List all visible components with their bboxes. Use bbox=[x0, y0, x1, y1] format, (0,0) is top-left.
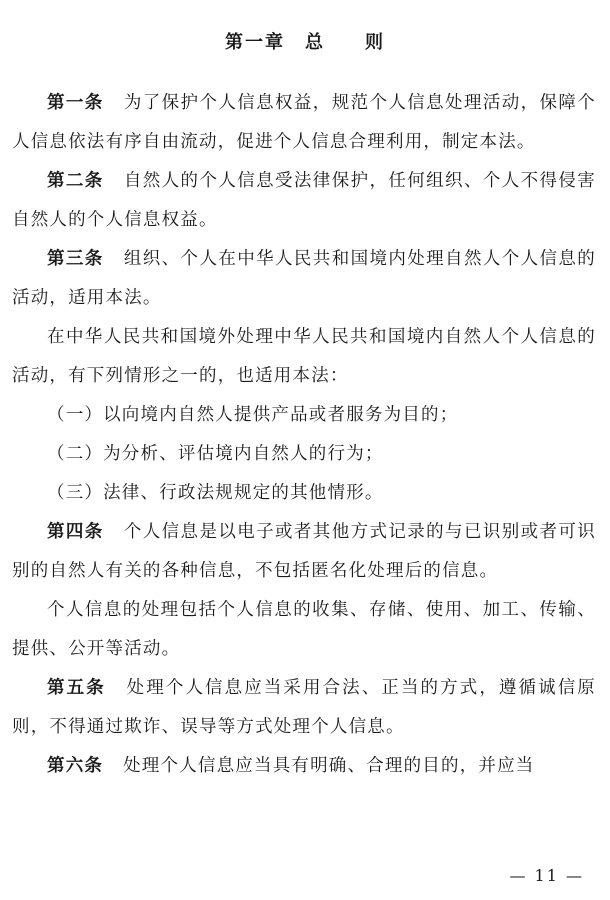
article-3 bbox=[12, 240, 596, 318]
article-6-text: 处理个人信息应当具有明确、合理的目的，并应当 bbox=[123, 756, 535, 776]
article-3-text: 组织、个人在中华人民共和国境内处理自然人个人信息的活动，适用本法。 bbox=[12, 249, 596, 308]
article-1-text: 为了保护个人信息权益，规范个人信息处理活动，保障个人信息依法有序自由流动，促进个人信息合理利用，制定本法。 bbox=[12, 93, 596, 152]
article-5-label: 第五条 bbox=[47, 678, 106, 698]
article-4-label: 第四条 bbox=[47, 522, 104, 542]
chapter-title: 第一章 总 则 bbox=[225, 32, 385, 53]
article-2-label: 第二条 bbox=[47, 171, 104, 191]
article-3-item-3: （三）法律、行政法规规定的其他情形。 bbox=[47, 483, 384, 503]
article-4 bbox=[12, 513, 596, 591]
article-5 bbox=[12, 669, 596, 747]
article-4-text: 个人信息是以电子或者其他方式记录的与已识别或者可识别的自然人有关的各种信息，不包括匿名化处理后的信息。 bbox=[12, 522, 596, 581]
article-6-label: 第六条 bbox=[47, 756, 104, 776]
page-number: — 11 — bbox=[509, 866, 584, 885]
article-1-label: 第一条 bbox=[47, 93, 104, 113]
article-4-paragraph-2: 个人信息的处理包括个人信息的收集、存储、使用、加工、传输、提供、公开等活动。 bbox=[12, 600, 596, 659]
article-6 bbox=[12, 747, 596, 786]
document-body bbox=[12, 84, 596, 786]
article-1 bbox=[12, 84, 596, 162]
article-2-text: 自然人的个人信息受法律保护，任何组织、个人不得侵害自然人的个人信息权益。 bbox=[12, 171, 596, 230]
article-2 bbox=[12, 162, 596, 240]
article-3-item-1: （一）以向境内自然人提供产品或者服务为目的； bbox=[47, 405, 459, 425]
article-3-paragraph-2: 在中华人民共和国境外处理中华人民共和国境内自然人个人信息的活动，有下列情形之一的，也适用本法： bbox=[12, 327, 596, 386]
article-3-item-2: （二）为分析、评估境内自然人的行为； bbox=[47, 444, 384, 464]
article-3-label: 第三条 bbox=[47, 249, 104, 269]
article-5-text: 处理个人信息应当采用合法、正当的方式，遵循诚信原则，不得通过欺诈、误导等方式处理个人信息。 bbox=[12, 678, 596, 737]
